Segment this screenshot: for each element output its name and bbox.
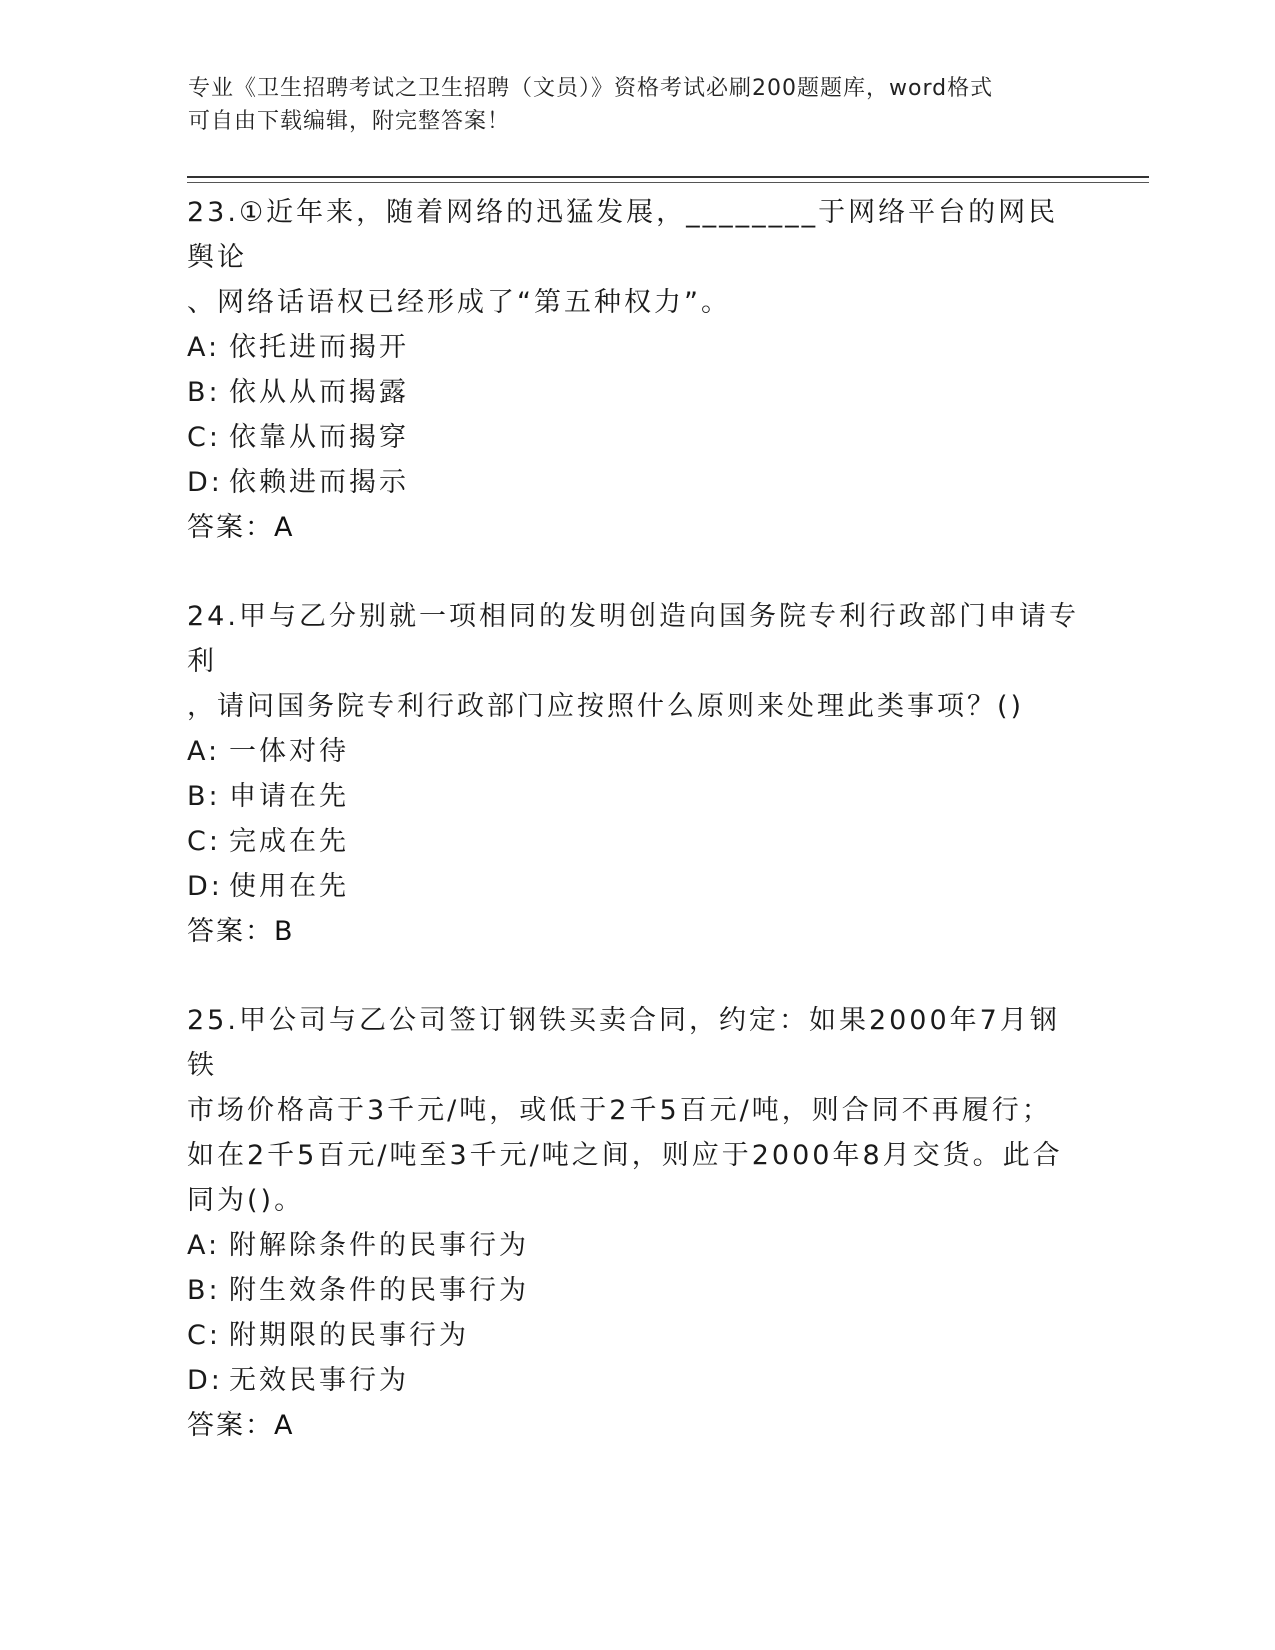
- option-a: [187, 729, 1087, 774]
- option-text: 申请在先: [229, 781, 349, 812]
- option-letter: B:: [187, 1275, 221, 1306]
- option-letter: D:: [187, 1365, 223, 1396]
- document-header: [188, 72, 1068, 138]
- option-letter: D:: [187, 467, 223, 498]
- question-stem-line: 同为()。: [187, 1185, 305, 1216]
- option-b: [187, 370, 1087, 415]
- question-stem-line: 市场价格高于3千元/吨，或低于2千5百元/吨，则合同不再履行；: [187, 1095, 1052, 1126]
- option-letter: D:: [187, 871, 223, 902]
- option-letter: C:: [187, 826, 221, 857]
- option-text: 一体对待: [229, 736, 349, 767]
- option-d: [187, 460, 1087, 505]
- header-divider-thin: [187, 182, 1149, 183]
- question-stem-line: ，请问国务院专利行政部门应按照什么原则来处理此类事项？(): [187, 691, 1025, 722]
- option-letter: A:: [187, 1230, 221, 1261]
- option-d: [187, 1358, 1087, 1403]
- option-a: [187, 325, 1087, 370]
- option-c: [187, 1313, 1087, 1358]
- answer-line: 答案：B: [187, 916, 295, 947]
- option-text: 完成在先: [229, 826, 349, 857]
- option-letter: B:: [187, 781, 221, 812]
- header-line-1: 专业《卫生招聘考试之卫生招聘（文员）》资格考试必刷200题题库，word格式: [188, 76, 994, 101]
- question-25: [187, 998, 1087, 1448]
- option-text: 使用在先: [229, 871, 349, 902]
- option-c: [187, 415, 1087, 460]
- question-stem-line: 如在2千5百元/吨至3千元/吨之间，则应于2000年8月交货。此合: [187, 1140, 1063, 1171]
- option-letter: C:: [187, 1320, 221, 1351]
- option-text: 依靠从而揭穿: [229, 422, 409, 453]
- question-stem-line: 25.甲公司与乙公司签订钢铁买卖合同，约定：如果2000年7月钢铁: [187, 1005, 1060, 1081]
- option-letter: A:: [187, 736, 221, 767]
- option-a: [187, 1223, 1087, 1268]
- option-letter: A:: [187, 332, 221, 363]
- option-c: [187, 819, 1087, 864]
- option-text: 附期限的民事行为: [229, 1320, 469, 1351]
- option-text: 附解除条件的民事行为: [229, 1230, 529, 1261]
- question-stem-line: 23.①近年来，随着网络的迅猛发展，________于网络平台的网民舆论: [187, 197, 1059, 273]
- option-letter: C:: [187, 422, 221, 453]
- question-24: [187, 594, 1087, 954]
- option-b: [187, 774, 1087, 819]
- question-stem-line: 24.甲与乙分别就一项相同的发明创造向国务院专利行政部门申请专利: [187, 601, 1079, 677]
- option-letter: B:: [187, 377, 221, 408]
- question-stem-line: 、网络话语权已经形成了“第五种权力”。: [187, 287, 731, 318]
- option-b: [187, 1268, 1087, 1313]
- option-d: [187, 864, 1087, 909]
- answer-line: 答案：A: [187, 1410, 295, 1441]
- header-divider-thick: [187, 176, 1149, 178]
- answer-line: 答案：A: [187, 512, 295, 543]
- option-text: 依从从而揭露: [229, 377, 409, 408]
- option-text: 附生效条件的民事行为: [229, 1275, 529, 1306]
- option-text: 依托进而揭开: [229, 332, 409, 363]
- header-line-2: 可自由下载编辑，附完整答案！: [188, 109, 511, 134]
- question-list: [187, 190, 1087, 1492]
- option-text: 无效民事行为: [229, 1365, 409, 1396]
- question-23: [187, 190, 1087, 550]
- option-text: 依赖进而揭示: [229, 467, 409, 498]
